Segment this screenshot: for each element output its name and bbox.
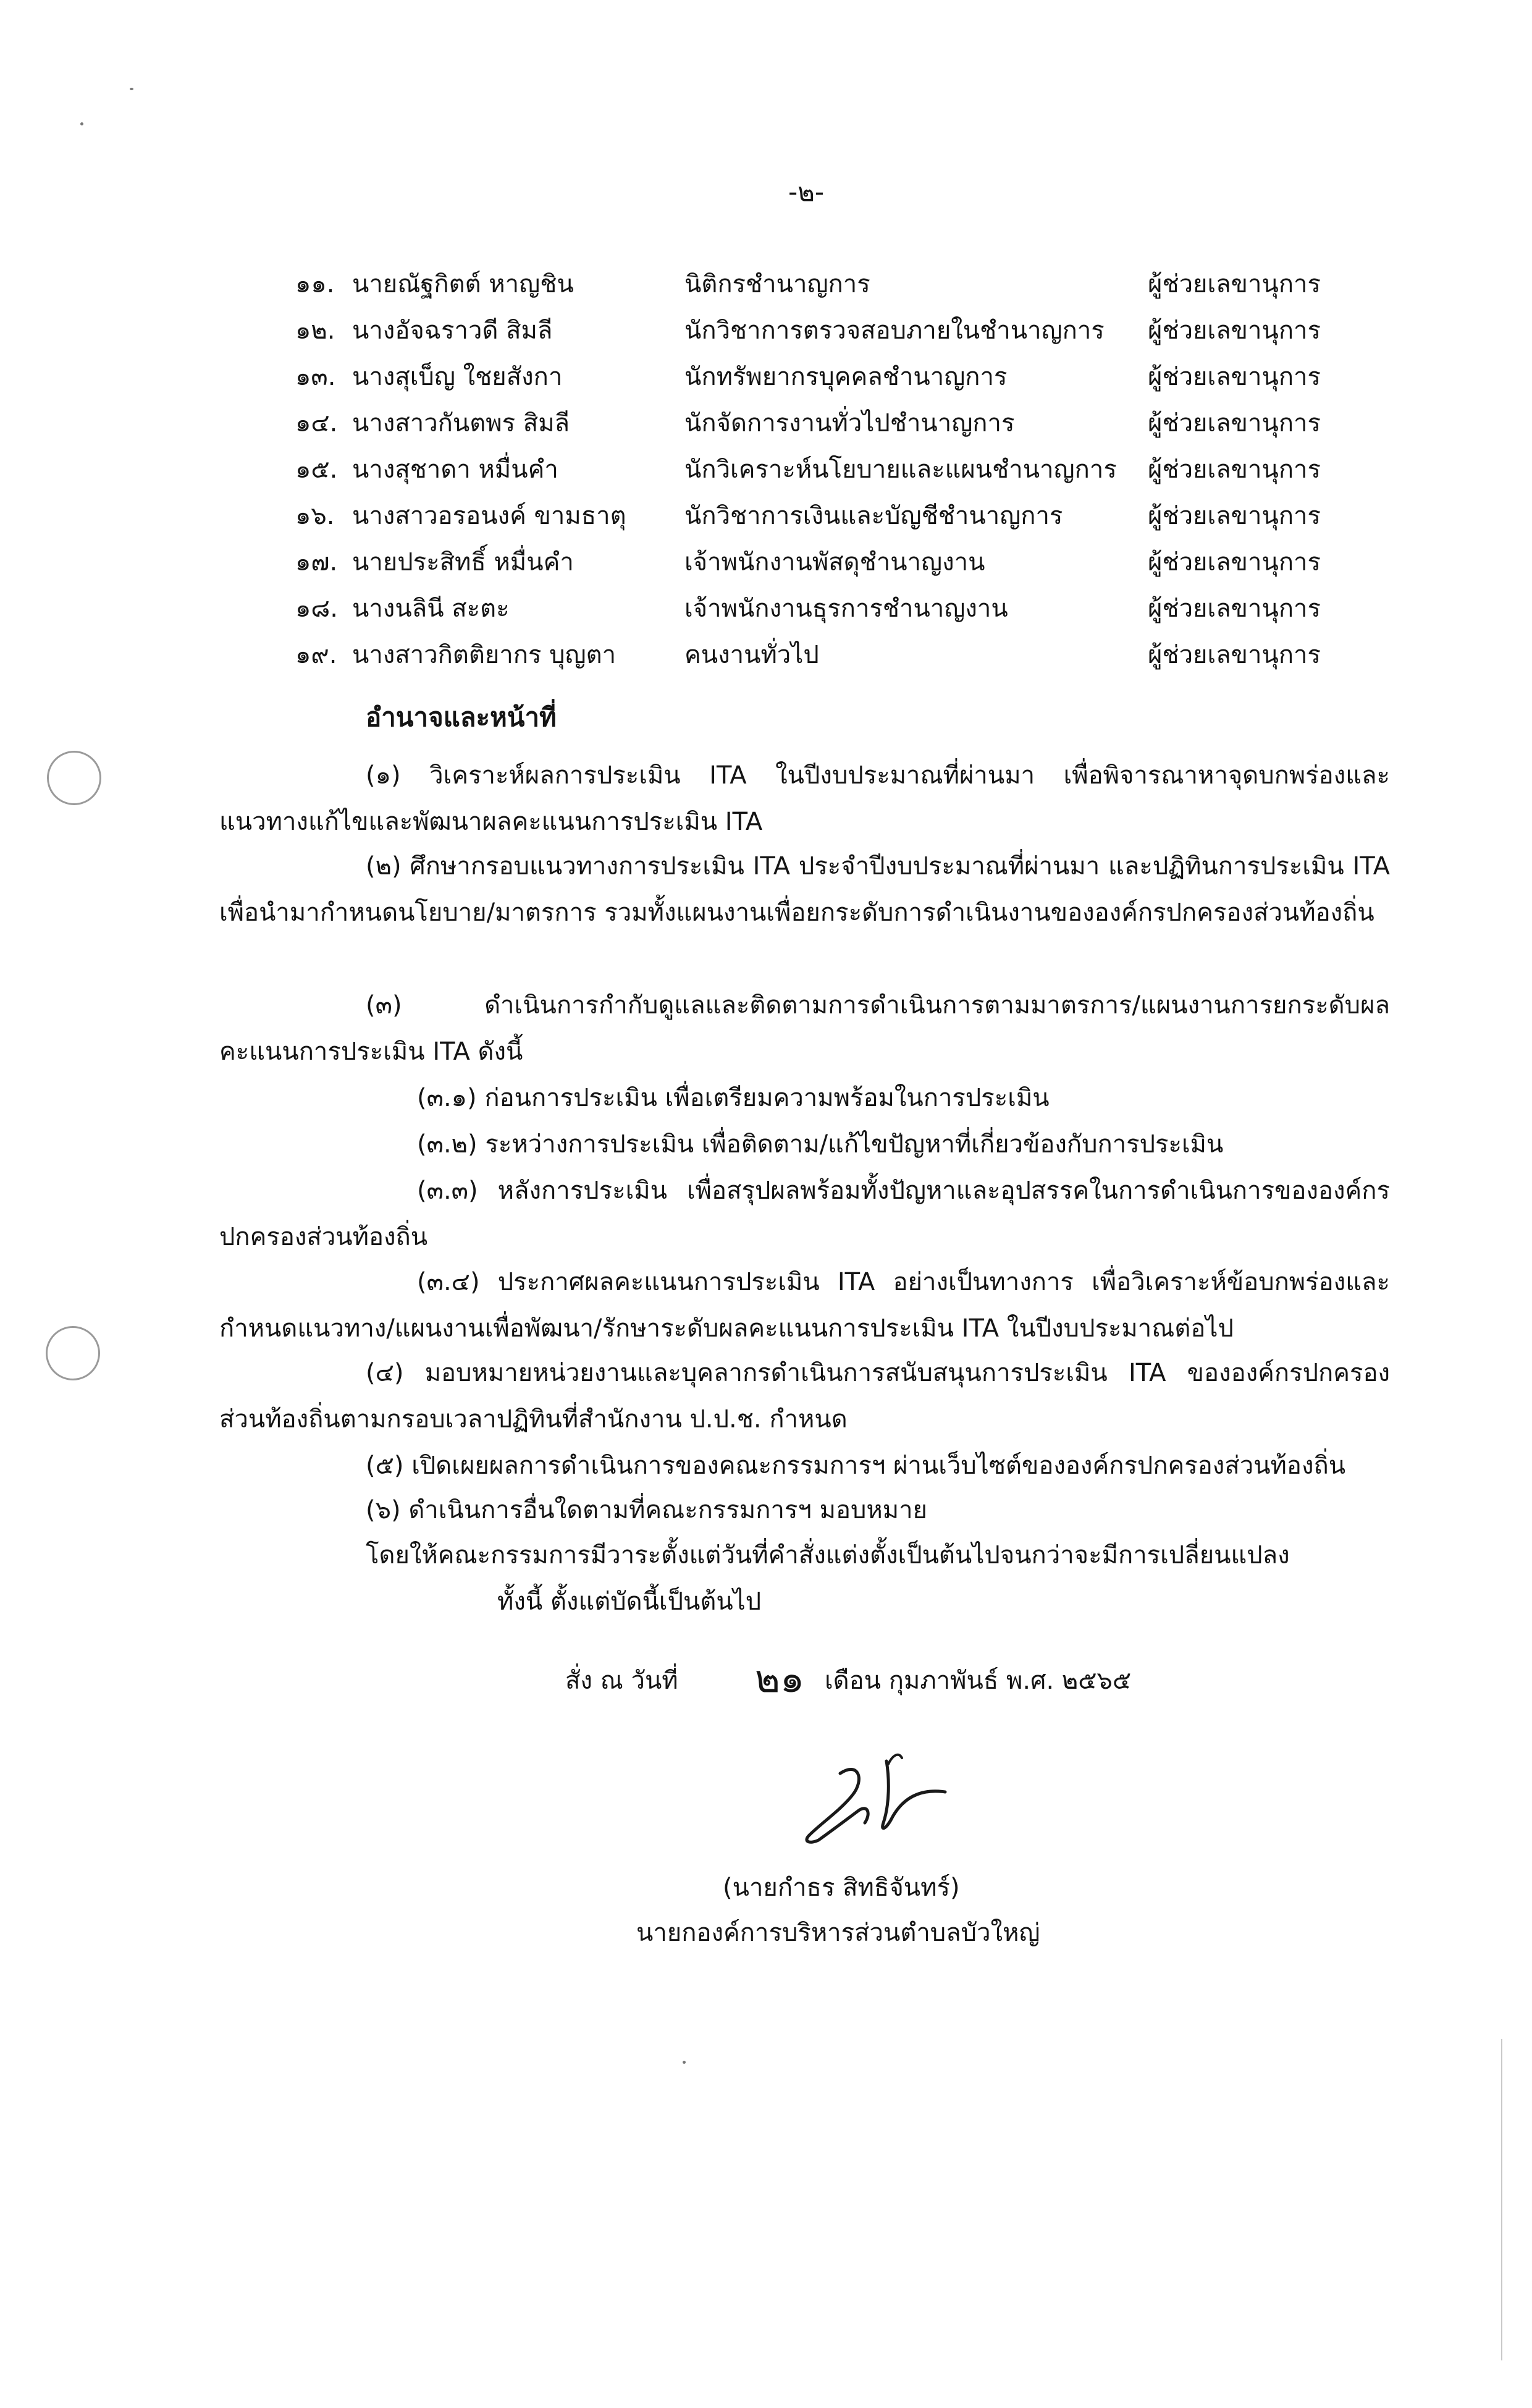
duty-5: (๕) เปิดเผยผลการดำเนินการของคณะกรรมการฯ ผ่านเว็บไซต์ขององค์กรปกครองส่วนท้องถิ่น bbox=[366, 1451, 1346, 1480]
punch-hole-bottom bbox=[46, 1326, 100, 1380]
signature-image bbox=[766, 1736, 988, 1860]
member-role: ผู้ช่วยเลขานุการ bbox=[1148, 641, 1321, 669]
member-role: ผู้ช่วยเลขานุการ bbox=[1148, 594, 1321, 623]
member-position: เจ้าพนักงานธุรการชำนาญงาน bbox=[684, 594, 1008, 623]
member-role: ผู้ช่วยเลขานุการ bbox=[1148, 502, 1321, 530]
member-position: นักทรัพยากรบุคคลชำนาญการ bbox=[684, 363, 1008, 391]
duty-3-3: (๓.๓) หลังการประเมิน เพื่อสรุปผลพร้อมทั้งปัญหาและอุปสรรคในการดำเนินการขององค์กรปกครองส่วนท้องถิ่น bbox=[219, 1177, 1390, 1251]
member-name: นางสาวกิตติยากร บุญตา bbox=[352, 641, 617, 669]
member-num: ๑๓. bbox=[295, 363, 336, 391]
member-num: ๑๗. bbox=[295, 548, 338, 577]
section-title: อำนาจและหน้าที่ bbox=[366, 702, 557, 732]
order-date-prefix: สั่ง ณ วันที่ bbox=[565, 1667, 678, 1695]
member-role: ผู้ช่วยเลขานุการ bbox=[1148, 409, 1321, 437]
page-number: -๒- bbox=[788, 177, 824, 207]
signer-name: (นายกำธร สิทธิจันทร์) bbox=[723, 1874, 960, 1902]
scan-speck bbox=[130, 88, 133, 90]
member-num: ๑๒. bbox=[295, 316, 335, 345]
member-position: คนงานทั่วไป bbox=[684, 641, 819, 669]
duty-1: (๑) วิเคราะห์ผลการประเมิน ITA ในปีงบประมาณที่ผ่านมา เพื่อพิจารณาหาจุดบกพร่องและแนวทางแก้ไขและพัฒนาผลคะแนนการประเมิน ITA bbox=[219, 761, 1390, 836]
member-num: ๑๑. bbox=[295, 270, 335, 298]
duty-3: (๓) ดำเนินการกำกับดูแลและติดตามการดำเนินการตามมาตรการ/แผนงานการยกระดับผลคะแนนการประเมิน ITA ดังนี้ bbox=[219, 991, 1390, 1066]
member-name: นางนลินี สะตะ bbox=[352, 594, 510, 623]
scan-edge-line bbox=[1501, 2039, 1502, 2360]
duty-3-2: (๓.๒) ระหว่างการประเมิน เพื่อติดตาม/แก้ไขปัญหาที่เกี่ยวข้องกับการประเมิน bbox=[417, 1130, 1224, 1159]
member-position: นักจัดการงานทั่วไปชำนาญการ bbox=[684, 409, 1015, 437]
member-num: ๑๕. bbox=[295, 455, 338, 484]
member-num: ๑๙. bbox=[295, 641, 337, 669]
member-role: ผู้ช่วยเลขานุการ bbox=[1148, 363, 1321, 391]
duty-4: (๔) มอบหมายหน่วยงานและบุคลากรดำเนินการสนับสนุนการประเมิน ITA ขององค์กรปกครองส่วนท้องถิ่นตามกรอบเวลาปฏิทินที่สำนักงาน ป.ป.ช. กำหนด bbox=[219, 1359, 1390, 1434]
member-name: นางสุชาดา หมื่นคำ bbox=[352, 455, 558, 484]
member-position: เจ้าพนักงานพัสดุชำนาญงาน bbox=[684, 548, 985, 577]
scan-speck bbox=[683, 2061, 686, 2064]
member-name: นายณัฐกิตต์ หาญชิน bbox=[352, 270, 574, 298]
member-role: ผู้ช่วยเลขานุการ bbox=[1148, 270, 1321, 298]
scan-speck bbox=[80, 122, 83, 125]
member-num: ๑๔. bbox=[295, 409, 338, 437]
member-role: ผู้ช่วยเลขานุการ bbox=[1148, 548, 1321, 577]
member-name: นางสาวกันตพร สิมลี bbox=[352, 409, 570, 437]
member-name: นางสาวอรอนงค์ ขามธาตุ bbox=[352, 502, 626, 530]
member-num: ๑๖. bbox=[295, 502, 335, 530]
signer-title: นายกองค์การบริหารส่วนตำบลบัวใหญ่ bbox=[636, 1919, 1040, 1947]
member-position: นิติกรชำนาญการ bbox=[684, 270, 870, 298]
duty-3-1: (๓.๑) ก่อนการประเมิน เพื่อเตรียมความพร้อมในการประเมิน bbox=[417, 1084, 1050, 1112]
member-role: ผู้ช่วยเลขานุการ bbox=[1148, 455, 1321, 484]
order-date-day: ๒๑ bbox=[755, 1656, 805, 1701]
member-role: ผู้ช่วยเลขานุการ bbox=[1148, 316, 1321, 345]
member-position: นักวิชาการเงินและบัญชีชำนาญการ bbox=[684, 502, 1063, 530]
member-name: นางอัจฉราวดี สิมลี bbox=[352, 316, 553, 345]
member-position: นักวิเคราะห์นโยบายและแผนชำนาญการ bbox=[684, 455, 1117, 484]
member-name: นางสุเบ็ญ ใชยสังกา bbox=[352, 363, 563, 391]
effective-statement: ทั้งนี้ ตั้งแต่บัดนี้เป็นต้นไป bbox=[497, 1587, 762, 1616]
duty-2: (๒) ศึกษากรอบแนวทางการประเมิน ITA ประจำปีงบประมาณที่ผ่านมา และปฏิทินการประเมิน ITA เพื่อนำมากำหนดนโยบาย/มาตรการ รวมทั้งแผนงานเพื่อยกระดับการดำเนินงานขององค์กรปกครองส่วนท้องถิ่น bbox=[219, 852, 1390, 927]
punch-hole-top bbox=[47, 751, 101, 805]
duty-6: (๖) ดำเนินการอื่นใดตามที่คณะกรรมการฯ มอบหมาย bbox=[366, 1496, 927, 1524]
order-date-month-year: เดือน กุมภาพันธ์ พ.ศ. ๒๕๖๕ bbox=[825, 1667, 1132, 1695]
duty-3-4: (๓.๔) ประกาศผลคะแนนการประเมิน ITA อย่างเป็นทางการ เพื่อวิเคราะห์ข้อบกพร่องและกำหนดแนวทาง/แผนงานเพื่อพัฒนา/รักษาระดับผลคะแนนการประเมิน ITA ในปีงบประมาณต่อไป bbox=[219, 1268, 1390, 1343]
member-position: นักวิชาการตรวจสอบภายในชำนาญการ bbox=[684, 316, 1105, 345]
member-name: นายประสิทธิ์ หมื่นคำ bbox=[352, 548, 574, 577]
member-num: ๑๘. bbox=[295, 594, 338, 623]
closing-statement: โดยให้คณะกรรมการมีวาระตั้งแต่วันที่คำสั่งแต่งตั้งเป็นต้นไปจนกว่าจะมีการเปลี่ยนแปลง bbox=[366, 1541, 1290, 1569]
